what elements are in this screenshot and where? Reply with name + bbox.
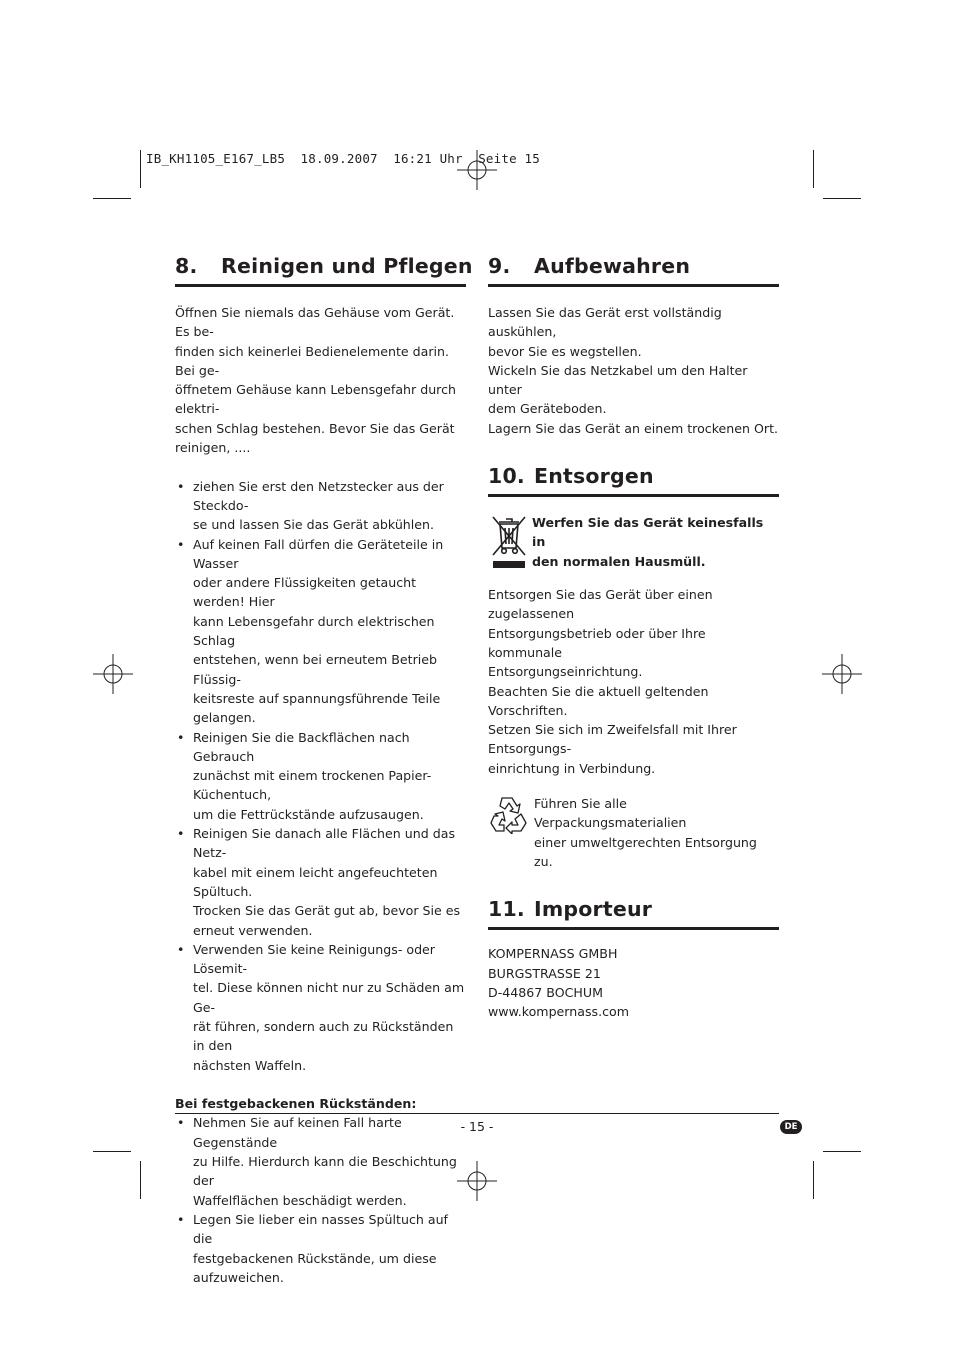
text-line: Setzen Sie sich im Zweifelsfall mit Ihrer Entsorgungs- xyxy=(488,722,737,757)
registration-mark-icon xyxy=(822,654,862,694)
text-line: Führen Sie alle Verpackungsmaterialien xyxy=(534,796,687,831)
text-line: einrichtung in Verbindung. xyxy=(488,760,656,776)
text-line: Entsorgungseinrichtung. xyxy=(488,664,643,680)
cleaning-steps-list xyxy=(175,477,466,1075)
crop-mark xyxy=(813,150,814,188)
recycling-text xyxy=(534,794,779,871)
intro-paragraph xyxy=(175,303,466,457)
disposal-warning xyxy=(488,513,779,571)
storage-paragraph xyxy=(488,303,779,438)
print-slug: IB_KH1105_E167_LB5 18.09.2007 16:21 Uhr Seite 15 xyxy=(146,151,541,166)
section-number: 11. xyxy=(488,897,525,922)
section-heading-reinigen xyxy=(175,254,473,287)
subheading: Bei festgebackenen Rückständen: xyxy=(175,1096,417,1112)
crop-mark xyxy=(813,1161,814,1199)
section-title: Importeur xyxy=(534,897,653,922)
text-line: bevor Sie es wegstellen. xyxy=(488,343,642,359)
street: BURGSTRASSE 21 xyxy=(488,965,601,981)
section-title: Aufbewahren xyxy=(534,254,691,278)
text-line: schen Schlag bestehen. Bevor Sie das Gerät xyxy=(175,420,455,436)
crop-mark xyxy=(823,198,861,199)
registration-mark-icon xyxy=(93,654,133,694)
text-line: öffnetem Gehäuse kann Lebensgefahr durch elektri- xyxy=(175,382,456,417)
crop-mark xyxy=(93,198,131,199)
text-line: Beachten Sie die aktuell geltenden Vorschriften. xyxy=(488,683,709,718)
text-line: Lassen Sie das Gerät erst vollständig auskühlen, xyxy=(488,305,722,340)
text-line: Entsorgen Sie das Gerät über einen zugelassenen xyxy=(488,587,713,622)
section-number: 10. xyxy=(488,464,525,489)
city: D-44867 BOCHUM xyxy=(488,984,603,1000)
list-item: • Reinigen Sie danach alle Flächen und das Netz- kabel mit einem leicht angefeuchteten Spültuch. Trocken Sie das Gerät gut ab, bevor Sie es erneut verwenden. xyxy=(175,824,466,940)
crop-mark xyxy=(93,1151,131,1152)
text-line: reinigen, .... xyxy=(175,440,251,456)
registration-mark-icon xyxy=(457,150,497,190)
text-line: einer umweltgerechten Entsorgung zu. xyxy=(534,834,757,869)
section-heading-aufbewahren xyxy=(488,254,779,287)
language-badge: DE xyxy=(780,1120,802,1134)
section-title: Reinigen und Pflegen xyxy=(221,254,473,278)
crossed-out-wheelie-bin-icon xyxy=(490,514,528,570)
section-number: 9. xyxy=(488,254,511,278)
list-item: • Reinigen Sie die Backflächen nach Gebrauch zunächst mit einem trockenen Papier-Küchentuch, um die Fettrückstände aufzusaugen. xyxy=(175,728,466,824)
crop-mark xyxy=(140,150,141,188)
text-line: Lagern Sie das Gerät an einem trockenen Ort. xyxy=(488,420,779,436)
footer-divider xyxy=(175,1113,779,1114)
text-line: Wickeln Sie das Netzkabel um den Halter unter xyxy=(488,362,748,398)
residue-steps-list xyxy=(175,1113,466,1287)
list-item: • Verwenden Sie keine Reinigungs- oder Lösemit- tel. Diese können nicht nur zu Schäden am Ge- rät führen, sondern auch zu Rückständen in den nächsten Waffeln. xyxy=(175,940,466,1075)
importer-address xyxy=(488,944,779,1021)
text-line: dem Geräteboden. xyxy=(488,401,607,417)
company-name: KOMPERNASS GMBH xyxy=(488,946,618,962)
website: www.kompernass.com xyxy=(488,1004,629,1020)
recycling-note xyxy=(488,794,779,871)
list-item: • Legen Sie lieber ein nasses Spültuch auf die festgebackenen Rückstände, um diese aufzuweichen. xyxy=(175,1210,466,1287)
disposal-paragraph xyxy=(488,585,779,778)
section-heading-entsorgen xyxy=(488,464,779,497)
list-item: • ziehen Sie erst den Netzstecker aus der Steckdo- se und lassen Sie das Gerät abkühlen. xyxy=(175,477,466,535)
right-column xyxy=(488,254,779,1021)
crop-mark xyxy=(823,1151,861,1152)
text-line: Öffnen Sie niemals das Gehäuse vom Gerät. Es be- xyxy=(175,305,455,340)
crop-mark xyxy=(140,1161,141,1199)
list-item: • Nehmen Sie auf keinen Fall harte Gegenstände zu Hilfe. Hierdurch kann die Beschichtung der Waffelflächen beschädigt werden. xyxy=(175,1113,466,1209)
disposal-warning-text: Werfen Sie das Gerät keinesfalls in den normalen Hausmüll. xyxy=(532,515,764,569)
text-line: Entsorgungsbetrieb oder über Ihre kommunale xyxy=(488,625,706,660)
page-number: - 15 - xyxy=(460,1119,494,1134)
section-title: Entsorgen xyxy=(534,464,654,489)
section-heading-importeur xyxy=(488,897,779,930)
text-line: finden sich keinerlei Bedienelemente darin. Bei ge- xyxy=(175,343,450,378)
section-number: 8. xyxy=(175,254,198,278)
list-item: • Auf keinen Fall dürfen die Geräteteile in Wasser oder andere Flüssigkeiten getaucht werden! Hier kann Lebensgefahr durch elektrischen Schlag entstehen, wenn bei erneutem Betrieb Flüssig- keitsreste auf spannungsführende Teile gelangen. xyxy=(175,535,466,728)
recycling-arrows-icon xyxy=(488,794,530,834)
